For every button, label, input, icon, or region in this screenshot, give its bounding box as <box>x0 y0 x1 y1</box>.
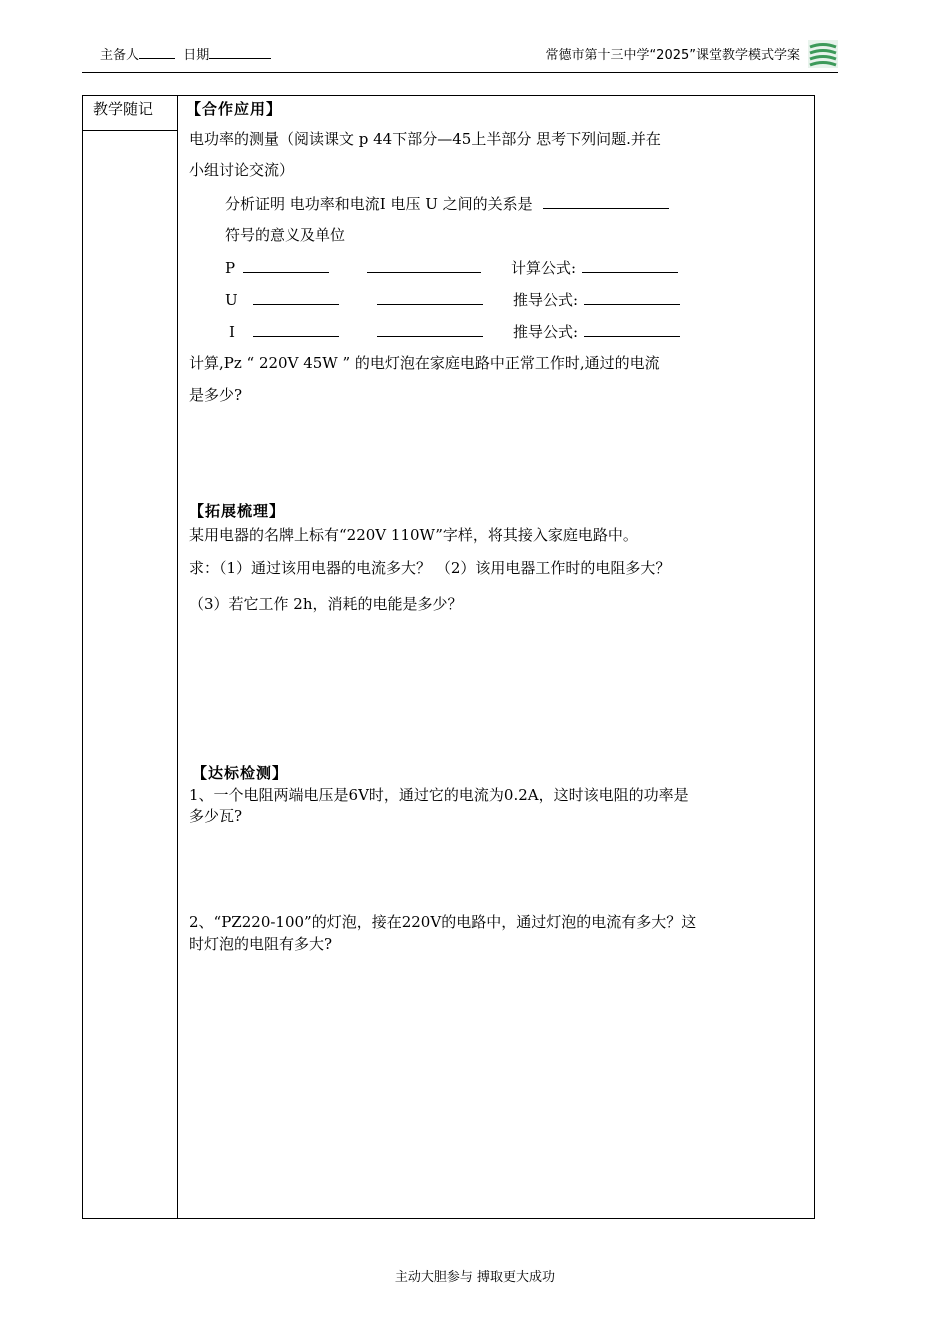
lesson-table <box>82 95 815 1219</box>
header-rule <box>82 72 838 73</box>
school-logo-icon <box>808 40 838 68</box>
column-divider <box>177 96 178 1218</box>
symbol-label: I <box>229 323 235 341</box>
formula-blank[interactable] <box>584 320 680 337</box>
extension-line3: （3）若它工作 2h，消耗的电能是多少？ <box>189 595 463 613</box>
unit-blank[interactable] <box>377 288 483 305</box>
preparer-blank <box>139 45 175 59</box>
formula-label: 计算公式: <box>511 259 577 277</box>
symbol-row <box>225 256 678 278</box>
calc-line1: 计算,Pz “ 220V 45W ” 的电灯泡在家庭电路中正常工作时,通过的电流 <box>189 354 660 372</box>
formula-label: 推导公式: <box>513 291 579 309</box>
test-q2-line2: 时灯泡的电阻有多大? <box>189 935 333 953</box>
unit-blank[interactable] <box>377 320 483 337</box>
symbol-row <box>225 320 680 342</box>
symbol-label: P <box>225 259 236 277</box>
preparer-label: 主备人 <box>100 48 140 63</box>
symbols-prompt: 符号的意义及单位 <box>225 226 346 244</box>
cooperation-intro-line2: 小组讨论交流） <box>189 161 295 179</box>
date-blank <box>209 45 271 59</box>
symbol-label: U <box>225 291 238 309</box>
left-header-rule <box>83 130 177 131</box>
test-heading: 【达标检测】 <box>192 764 289 782</box>
header-preparer-date <box>100 44 271 63</box>
test-q1-line2: 多少瓦? <box>189 807 243 825</box>
extension-line2: 求：（1）通过该用电器的电流多大？ （2）该用电器工作时的电阻多大？ <box>189 559 671 577</box>
formula-blank[interactable] <box>582 256 678 273</box>
cooperation-heading: 【合作应用】 <box>186 100 283 118</box>
teaching-notes-header: 教学随记 <box>93 100 154 118</box>
meaning-blank[interactable] <box>253 288 339 305</box>
calc-line2: 是多少? <box>189 386 243 404</box>
meaning-blank[interactable] <box>253 320 339 337</box>
symbol-row <box>225 288 680 310</box>
footer-slogan: 主动大胆参与 搏取更大成功 <box>394 1270 556 1285</box>
school-title: 常德市第十三中学“2025”课堂教学模式学案 <box>545 48 800 63</box>
formula-label: 推导公式: <box>513 323 579 341</box>
formula-blank[interactable] <box>584 288 680 305</box>
test-q2-line1: 2、“PZ220-100”的灯泡，接在220V的电路中，通过灯泡的电流有多大？这 <box>189 913 697 931</box>
unit-blank[interactable] <box>367 256 481 273</box>
cooperation-intro-line1: 电功率的测量（阅读课文 p 44下部分—45上半部分 思考下列问题.并在 <box>189 130 661 148</box>
meaning-blank[interactable] <box>243 256 329 273</box>
test-q1-line1: 1、一个电阻两端电压是6V时，通过它的电流为0.2A，这时该电阻的功率是 <box>189 786 689 804</box>
date-label: 日期 <box>183 48 210 63</box>
extension-heading: 【拓展梳理】 <box>189 502 286 520</box>
relation-text: 分析证明 电功率和电流I 电压 U 之间的关系是 <box>225 195 533 213</box>
relation-question <box>225 192 669 214</box>
relation-blank[interactable] <box>543 192 669 209</box>
extension-line1: 某用电器的名牌上标有“220V 110W”字样，将其接入家庭电路中。 <box>189 526 638 544</box>
